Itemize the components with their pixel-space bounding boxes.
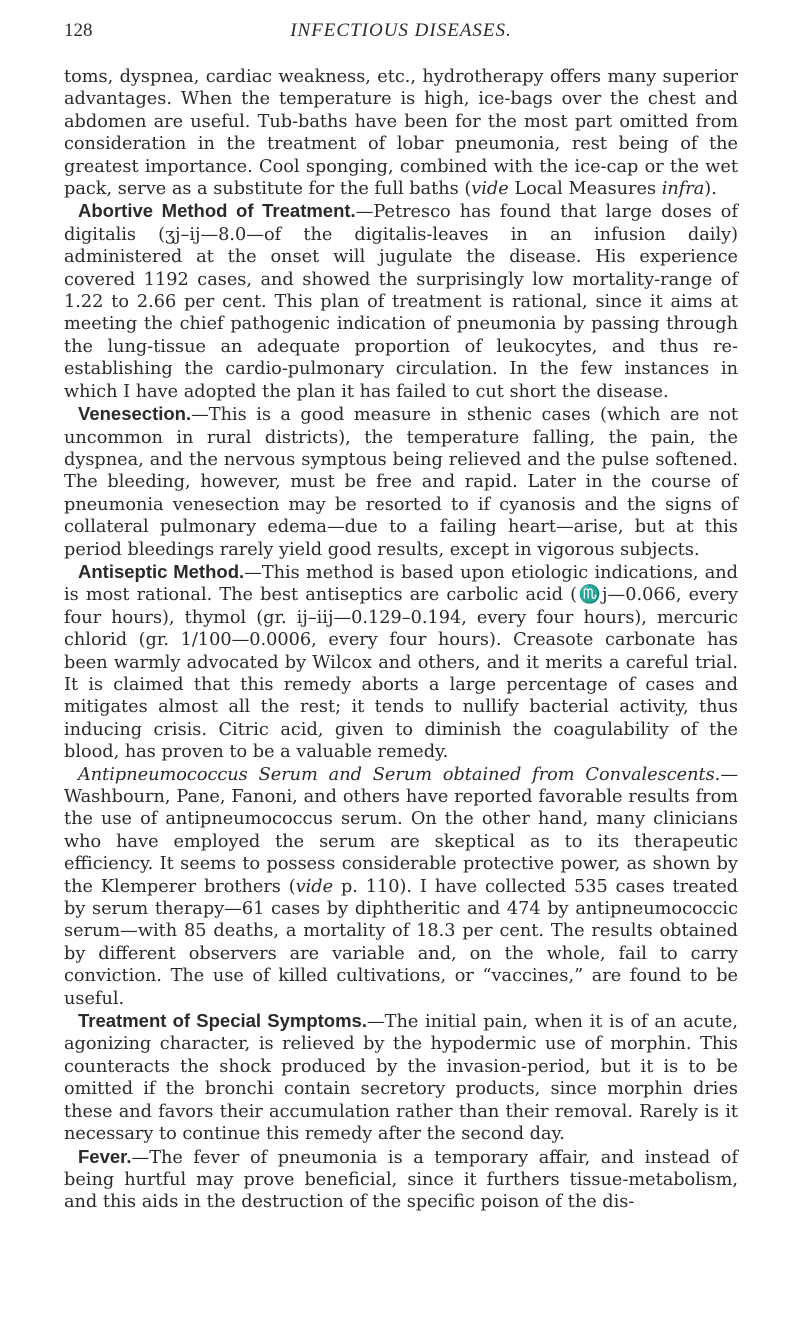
- section-heading: Fever.: [78, 1145, 132, 1167]
- page-header: [64, 20, 738, 54]
- page-number: 128: [64, 20, 93, 41]
- paragraph-text: —Washbourn, Pane, Fanoni, and others have reported favorable results from the use of antipneumococcus serum. On the other hand, many clinicians who have employed the serum are skeptical as to its therapeutic efficiency. It seems to possess considerable protective power, as shown by the Klemperer brothers (: [64, 764, 738, 897]
- paragraph-special-symptoms: [64, 1010, 738, 1145]
- paragraph-text: —Petresco has found that large doses of digitalis (ʒj–ij—8.0—of the digitalis-leaves in an infusion daily) administered at the onset will jugulate the disease. His experience covered 1192 cases, and showed the surprisingly low mortality-range of 1.22 to 2.66 per cent. This plan of treatment is rational, since it aims at meeting the chief pathogenic indication of pneumonia by passing through the lung-tissue an adequate proportion of leukocytes, and thus re-establishing the cardio-pulmonary circulation. In the few instances in which I have adopted the plan it has failed to cut short the disease.: [64, 202, 738, 402]
- paragraph-text: ).: [704, 179, 717, 200]
- paragraph-text: toms, dyspnea, cardiac weakness, etc., hydrotherapy offers many superior advantages. When the temperature is high, ice-bags over the chest and abdomen are useful. Tub-baths have been for the most part omitted from consideration in the treatment of lobar pneumonia, rest being of the greatest importance. Cool sponging, combined with the ice-cap or the wet pack, serve as a substitute for the full baths (: [64, 67, 738, 200]
- section-heading: Abortive Method of Treatment.: [78, 200, 356, 222]
- section-heading: Antipneumococcus Serum and Serum obtained from Convalescents.: [78, 764, 721, 785]
- paragraph-serum: [64, 764, 738, 1010]
- body-text: [64, 66, 738, 1214]
- paragraph-text: —This method is based upon etiologic indications, and is most rational. The best antiseptics are carbolic acid (♏j—0.066, every four hours), thymol (gr. ij–iij—0.129–0.194, every four hours), mercuric chlorid (gr. 1/100—0.0006, every four hours). Creasote carbonate has been warmly advocated by Wilcox and others, and it merits a careful trial. It is claimed that this remedy aborts a large percentage of cases and mitigates almost all the rest; it tends to nullify bacterial activity, thus inducing crisis. Citric acid, given to diminish the coagulability of the blood, has proven to be a valuable remedy.: [64, 562, 738, 763]
- paragraph-text: —The fever of pneumonia is a temporary affair, and instead of being hurtful may prove beneficial, since it furthers tissue-metabolism, and this aids in the destruction of the specific poison of the dis-: [64, 1147, 738, 1213]
- paragraph-text: p. 110). I have collected 535 cases treated by serum therapy—61 cases by diphtheritic and 474 by antipneumococcic serum—with 85 deaths, a mortality of 18.3 per cent. The results obtained by different observers are variable and, on the whole, fail to carry conviction. The use of killed cultivations, or “vaccines,” are found to be useful.: [64, 876, 738, 1009]
- running-title: INFECTIOUS DISEASES.: [290, 20, 512, 41]
- paragraph-venesection: [64, 403, 738, 561]
- vide-italic: vide: [295, 876, 334, 897]
- vide-italic: vide: [471, 179, 509, 200]
- section-heading: Venesection.: [78, 403, 192, 425]
- section-heading: Antiseptic Method.: [78, 560, 245, 582]
- paragraph-antiseptic-method: [64, 561, 738, 764]
- paragraph-text: —This is a good measure in sthenic cases (which are not uncommon in rural districts), the temperature falling, the pain, the dyspnea, and the nervous symptous being relieved and the pulse softened. The bleeding, however, must be free and rapid. Later in the course of pneumonia venesection may be resorted to if cyanosis and the signs of collateral pulmonary edema—due to a failing heart—arise, but at this period bleedings rarely yield good results, except in vigorous subjects.: [64, 405, 738, 560]
- paragraph-hydrotherapy: [64, 66, 738, 200]
- infra-italic: infra: [661, 179, 705, 200]
- paragraph-abortive-method: [64, 200, 738, 403]
- paragraph-text: —The initial pain, when it is of an acute, agonizing character, is relieved by the hypodermic use of morphin. This counteracts the shock produced by the invasion-period, but it is to be omitted if the bronchi contain secretory products, since morphin dries these and favors their accumulation rather than their removal. Rarely is it necessary to continue this remedy after the second day.: [64, 1012, 738, 1145]
- paragraph-fever: [64, 1146, 738, 1214]
- section-heading: Treatment of Special Symptoms.: [78, 1010, 367, 1032]
- paragraph-text: Local Measures: [508, 179, 662, 200]
